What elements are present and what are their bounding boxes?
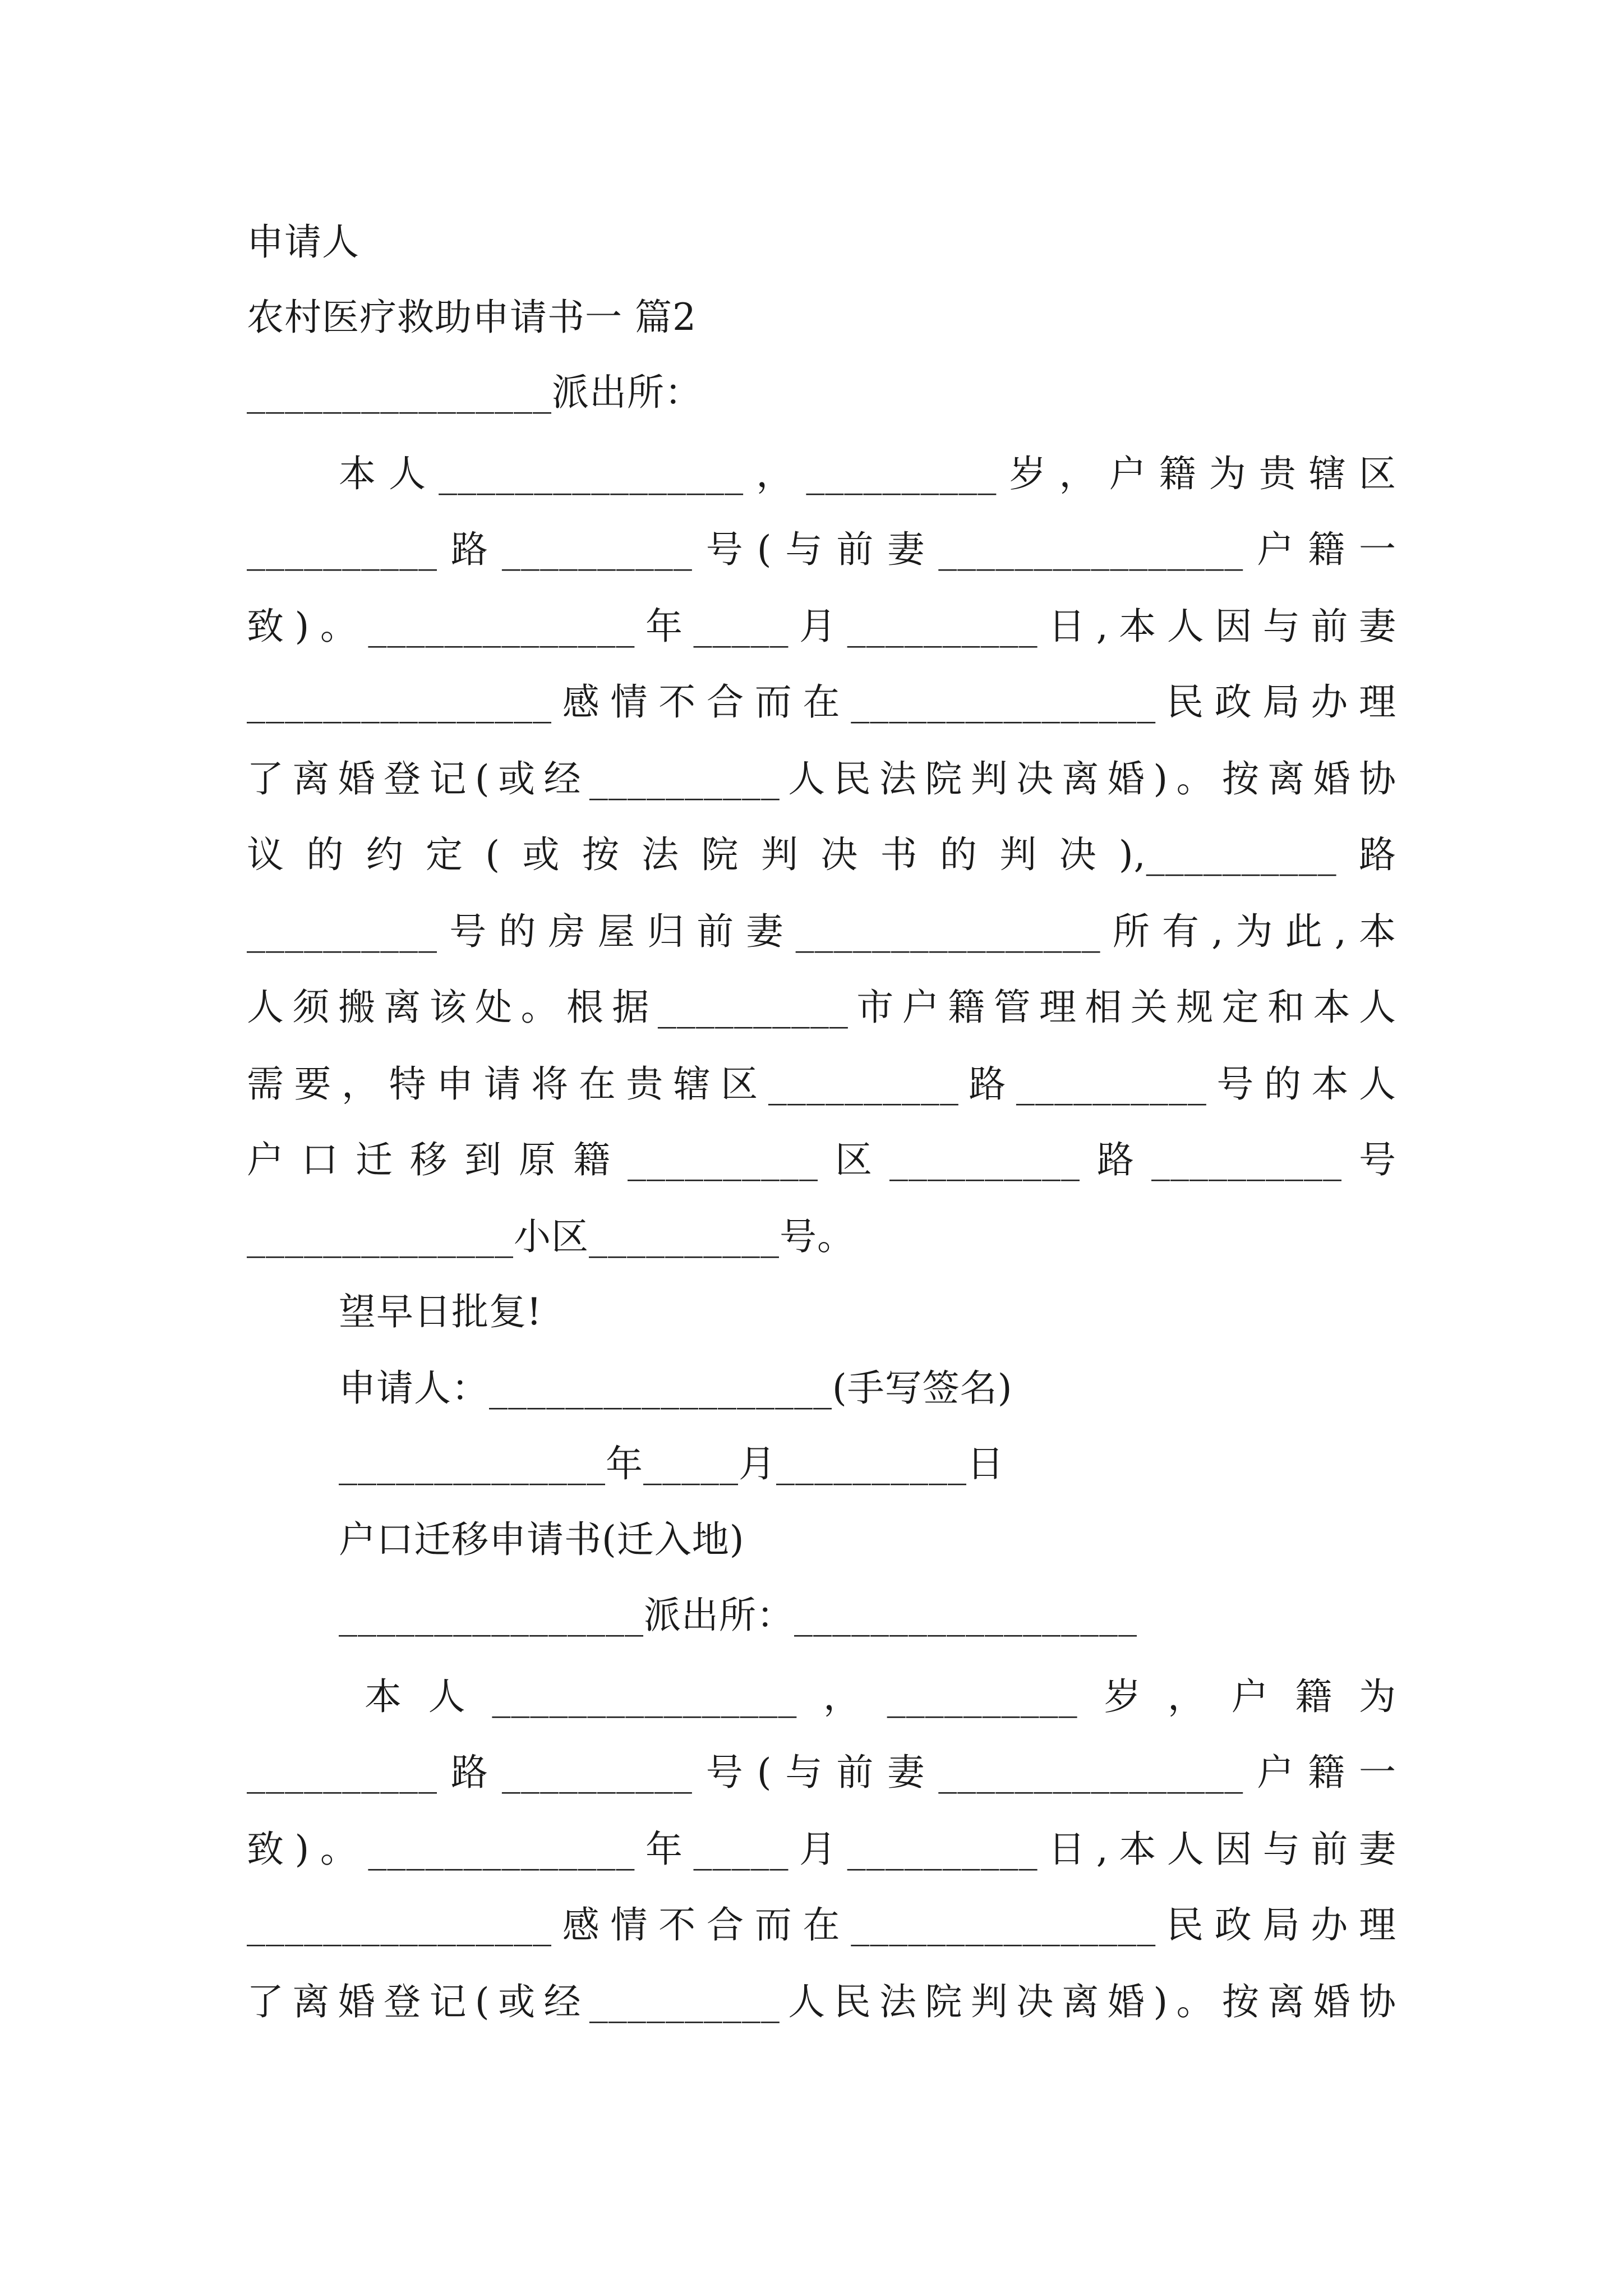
body-line-11: ______________小区__________号。	[247, 1215, 855, 1258]
body2-line-3: 致)。______________年_____月__________日,本人因与前妻	[247, 1828, 1396, 1871]
body-line-6: 议的约定(或按法院判决书的判决),__________路	[247, 833, 1396, 876]
body-line-2: __________路__________号(与前妻________________户籍一	[247, 528, 1396, 571]
body-line-5: 了离婚登记(或经__________人民法院判决离婚)。按离婚协	[247, 757, 1396, 800]
police-station-line: ________________派出所：	[247, 371, 702, 414]
police-station-line-2: ________________派出所：__________________	[339, 1594, 1137, 1637]
body-line-7: __________号的房屋归前妻________________所有,为此,本	[247, 910, 1396, 953]
applicant-signature-line: 申请人：__________________(手写签名)	[339, 1366, 1013, 1410]
body-line-8: 人须搬离该处。根据__________市户籍管理相关规定和本人	[247, 986, 1396, 1029]
section-title-2: 户口迁移申请书(迁入地)	[339, 1518, 745, 1561]
body2-line-5: 了离婚登记(或经__________人民法院判决离婚)。按离婚协	[247, 1980, 1396, 2023]
body-line-10: 户口迁移到原籍__________区__________路__________号	[247, 1138, 1396, 1181]
body-line-1: 本人________________，__________岁，户籍为贵辖区	[339, 452, 1396, 495]
body2-line-1: 本人________________，__________岁，户籍为	[365, 1675, 1396, 1718]
body-line-3: 致)。______________年_____月__________日,本人因与前妻	[247, 605, 1396, 648]
date-line: ______________年_____月__________日	[339, 1442, 1004, 1485]
body2-line-4: ________________感情不合而在________________民政局办理	[247, 1903, 1396, 1947]
body-line-4: ________________感情不合而在________________民政局办理	[247, 680, 1396, 724]
body2-line-2: __________路__________号(与前妻________________户籍一	[247, 1751, 1396, 1794]
signature-label: 申请人	[247, 220, 359, 264]
body-line-9: 需要，特申请将在贵辖区__________路__________号的本人	[247, 1062, 1396, 1106]
section-title: 农村医疗救助申请书一 篇2	[247, 296, 697, 339]
closing-line: 望早日批复!	[339, 1290, 542, 1333]
